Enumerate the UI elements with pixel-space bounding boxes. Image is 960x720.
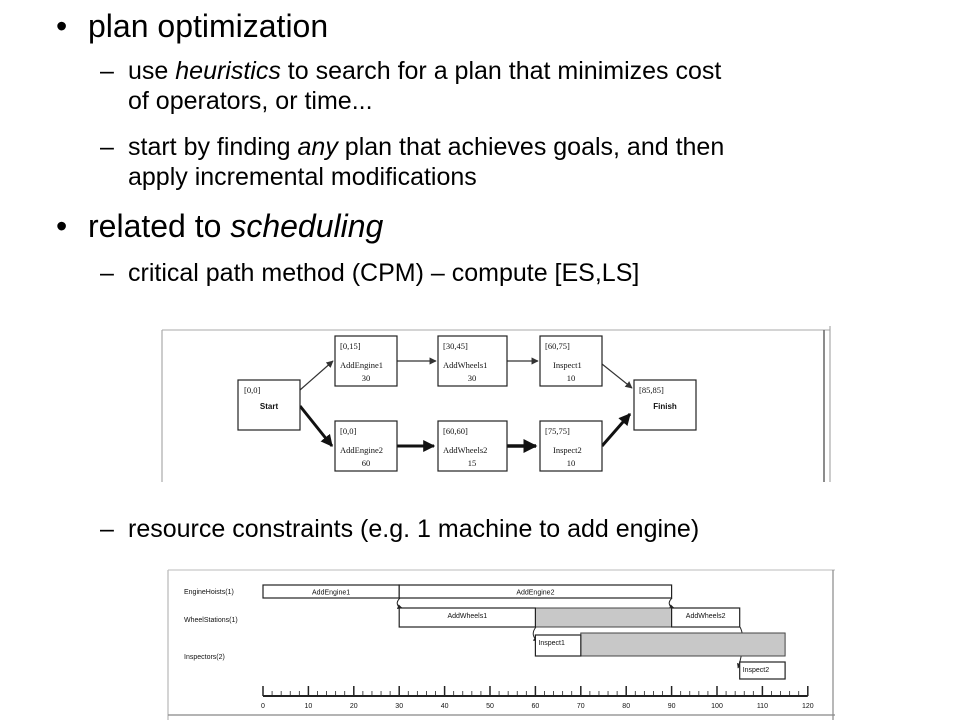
node-name: AddEngine1 bbox=[340, 360, 383, 370]
node-range: [60,75] bbox=[545, 341, 570, 351]
gantt-tick-label: 90 bbox=[667, 703, 676, 710]
node-name: AddWheels2 bbox=[443, 445, 488, 455]
gantt-slack-bar bbox=[535, 608, 671, 627]
gantt-tick-label: 80 bbox=[622, 703, 631, 710]
node-name: AddWheels1 bbox=[443, 360, 488, 370]
gantt-slack-bar bbox=[581, 633, 785, 656]
gantt-tick-label: 50 bbox=[486, 703, 494, 710]
node-range: [85,85] bbox=[639, 385, 664, 395]
gantt-row-label: EngineHoists(1) bbox=[184, 589, 234, 596]
cpm-node-addengine2 bbox=[335, 421, 397, 471]
node-duration: 30 bbox=[361, 373, 371, 383]
dash-symbol: – bbox=[100, 259, 114, 287]
gantt-task bbox=[740, 662, 785, 679]
cpm-node-finish bbox=[634, 380, 696, 430]
sub-bullet-text: start by finding any plan that achieves goals, and then bbox=[128, 133, 725, 161]
node-name: Inspect1 bbox=[553, 360, 582, 370]
node-name: AddEngine2 bbox=[340, 445, 383, 455]
node-name: Inspect2 bbox=[553, 445, 582, 455]
gantt-tick-label: 120 bbox=[801, 703, 814, 710]
gantt-task bbox=[672, 608, 740, 627]
gantt-task bbox=[399, 608, 535, 627]
sub-bullet-text-line2: apply incremental modifications bbox=[128, 163, 477, 191]
gantt-task-label: AddWheels2 bbox=[685, 613, 726, 620]
dash-symbol: – bbox=[100, 133, 114, 161]
cpm-node-addwheels2 bbox=[438, 421, 507, 471]
gantt-task-label: AddEngine1 bbox=[312, 589, 351, 597]
cpm-node-addengine1 bbox=[335, 336, 397, 386]
bullet-text: related to scheduling bbox=[88, 208, 384, 244]
node-range: [0,0] bbox=[340, 426, 357, 436]
cpm-node-inspect1 bbox=[540, 336, 602, 386]
node-name: Start bbox=[259, 402, 279, 411]
gantt-tick-label: 30 bbox=[395, 703, 404, 710]
node-range: [0,15] bbox=[340, 341, 361, 351]
node-range: [0,0] bbox=[244, 385, 261, 395]
node-range: [75,75] bbox=[545, 426, 570, 436]
cpm-node-inspect2 bbox=[540, 421, 602, 471]
node-range: [30,45] bbox=[443, 341, 468, 351]
dash-symbol: – bbox=[100, 57, 114, 85]
cpm-node-addwheels1 bbox=[438, 336, 507, 386]
gantt-tick-label: 0 bbox=[261, 703, 265, 710]
gantt-tick-label: 100 bbox=[711, 703, 723, 710]
gantt-task-label: Inspect1 bbox=[538, 640, 565, 647]
node-range: [60,60] bbox=[443, 426, 468, 436]
gantt-task bbox=[535, 635, 580, 656]
bullet-text: plan optimization bbox=[88, 8, 329, 44]
cpm-diagram bbox=[162, 326, 830, 482]
gantt-marks bbox=[263, 585, 785, 679]
dash-symbol: – bbox=[100, 515, 114, 543]
gantt-axis bbox=[261, 686, 814, 710]
sub-bullet-text-line2: of operators, or time... bbox=[128, 87, 373, 115]
gantt-tick-label: 10 bbox=[304, 703, 313, 710]
gantt-tick-label: 110 bbox=[756, 703, 768, 710]
sub-bullet-text: resource constraints (e.g. 1 machine to add engine) bbox=[128, 515, 700, 543]
node-duration: 60 bbox=[361, 458, 371, 468]
sub-bullet-text: use heuristics to search for a plan that minimizes cost bbox=[128, 57, 722, 85]
node-name: Finish bbox=[653, 402, 677, 411]
bullet-symbol: • bbox=[56, 8, 68, 44]
gantt-task bbox=[399, 585, 671, 598]
gantt-chart bbox=[168, 570, 835, 720]
node-duration: 10 bbox=[566, 458, 576, 468]
gantt-row-label: Inspectors(2) bbox=[184, 654, 225, 661]
node-duration: 10 bbox=[566, 373, 576, 383]
cpm-node-start bbox=[238, 380, 300, 430]
gantt-task-label: AddEngine2 bbox=[516, 589, 555, 597]
gantt-row-label: WheelStations(1) bbox=[184, 617, 238, 624]
gantt-tick-label: 60 bbox=[531, 703, 540, 710]
gantt-task-label: AddWheels1 bbox=[447, 613, 488, 620]
gantt-task-label: Inspect2 bbox=[742, 667, 770, 674]
node-duration: 15 bbox=[467, 458, 477, 468]
gantt-tick-label: 20 bbox=[349, 703, 358, 710]
gantt-task bbox=[263, 585, 399, 598]
bullet-symbol: • bbox=[56, 208, 68, 244]
gantt-tick-label: 70 bbox=[576, 703, 585, 710]
sub-bullet-text: critical path method (CPM) – compute [ES,LS] bbox=[128, 259, 640, 287]
node-duration: 30 bbox=[467, 373, 477, 383]
gantt-tick-label: 40 bbox=[440, 703, 449, 710]
